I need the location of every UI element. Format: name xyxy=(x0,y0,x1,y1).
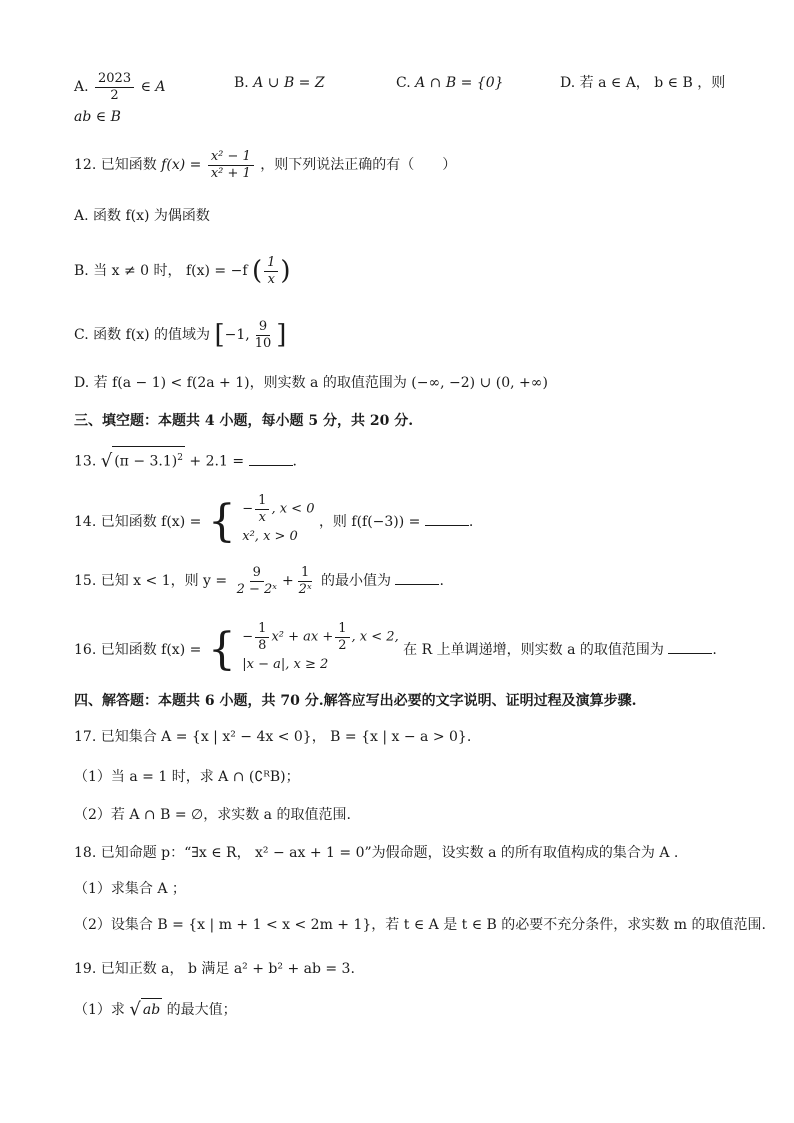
left-brace-icon: { xyxy=(207,624,236,676)
q17-stem: 17. 已知集合 A = {x | x² − 4x < 0}， B = {x | x − a > 0}. xyxy=(74,729,472,745)
q19-part1: （1）求 √ ab 的最大值； xyxy=(74,999,237,1020)
sqrt-icon: √ xyxy=(100,450,113,472)
answer-blank[interactable] xyxy=(395,570,439,585)
section-3-heading: 三、填空题：本题共 4 小题，每小题 5 分，共 20 分. xyxy=(74,413,414,429)
q17-part1: （1）当 a = 1 时，求 A ∩ (∁ᴿB)； xyxy=(74,769,300,785)
fraction: $\frac{1}{8}$ xyxy=(255,622,269,652)
q11-option-b: B. A ∪ B = Z xyxy=(234,75,325,91)
q12-stem: 12. 已知函数 f(x) = $\frac{\text{x² − 1}}{\text{x² + 1}}$ ，则下列说法正确的有（ ） xyxy=(74,149,457,181)
q19-stem: 19. 已知正数 a， b 满足 a² + b² + ab = 3. xyxy=(74,961,355,977)
q12-option-a: A. 函数 f(x) 为偶函数 xyxy=(74,208,210,224)
q18-part2: （2）设集合 B = {x | m + 1 < x < 2m + 1}，若 t ∈ A 是 t ∈ B 的必要不充分条件，求实数 m 的取值范围. xyxy=(74,917,766,933)
fraction: $\frac{9}{\text{2 − 2ˣ}}$ xyxy=(236,565,277,597)
radicand: $(\pi - 3.1)^2$ xyxy=(112,446,185,473)
fraction: $\frac{2023}{2}$ xyxy=(95,72,134,102)
q12-option-d: D. 若 f(a − 1) < f(2a + 1)，则实数 a 的取值范围为 (−∞, −2) ∪ (0, +∞) xyxy=(74,375,548,391)
piecewise-cases: − $\frac{1}{x}$ , x < 0 x², x > 0 xyxy=(242,493,315,545)
fraction: $\frac{1}{x}$ xyxy=(255,494,269,524)
q17-part2: （2）若 A ∩ B = ∅，求实数 a 的取值范围. xyxy=(74,807,351,823)
fraction: $\frac{1}{\text{2ˣ}}$ xyxy=(298,565,312,597)
q12-option-c: C. 函数 f(x) 的值域为 [−1, $\frac{9}{10}$ ] xyxy=(74,319,287,351)
answer-blank[interactable] xyxy=(249,451,293,466)
fraction: $\frac{\text{x² − 1}}{\text{x² + 1}}$ xyxy=(208,150,254,180)
q11-options xyxy=(74,71,734,103)
q11-option-a: A. $\frac{2023}{2}$ ∈ A xyxy=(74,71,166,103)
left-brace-icon: { xyxy=(207,496,236,548)
answer-blank[interactable] xyxy=(425,511,469,526)
q11-option-c: C. A ∩ B = {0} xyxy=(396,75,504,91)
fraction: $\frac{1}{2}$ xyxy=(335,622,349,652)
piecewise-cases: − $\frac{1}{8}$ x² + ax + $\frac{1}{2}$ , x < 2, |x − a|, x ≥ 2 xyxy=(242,621,399,673)
sqrt-icon: √ xyxy=(129,999,141,1020)
q12-option-b: B. 当 x ≠ 0 时， f(x) = −f ( $\frac{1}{x}$ ) xyxy=(74,255,291,287)
fraction: $\frac{1}{x}$ xyxy=(264,256,278,286)
q15: 15. 已知 x < 1，则 y = $\frac{9}{\text{2 − 2ˣ}}$ + $\frac{1}{\text{2ˣ}}$ 的最小值为 . xyxy=(74,565,444,597)
fraction: $\frac{9}{10}$ xyxy=(254,319,272,351)
q11-option-d: D. 若 a ∈ A， b ∈ B ，则 xyxy=(560,75,726,91)
q11-option-d-continued: ab ∈ B xyxy=(74,109,121,125)
q18-part1: （1）求集合 A ； xyxy=(74,881,186,897)
q18-stem: 18. 已知命题 p：“∃x ∈ R， x² − ax + 1 = 0”为假命题，设实数 a 的所有取值构成的集合为 A . xyxy=(74,845,679,861)
q14: 14. 已知函数 f(x) = { − $\frac{1}{x}$ , x < 0 x², x > 0 ，则 f(f(−3)) = . xyxy=(74,494,734,550)
answer-blank[interactable] xyxy=(668,639,712,654)
section-4-heading: 四、解答题：本题共 6 小题，共 70 分.解答应写出必要的文字说明、证明过程及演算步骤. xyxy=(74,693,637,709)
q13: 13. √ $(\pi - 3.1)^2 + 2.1$ = . xyxy=(74,446,734,473)
q16: 16. 已知函数 f(x) = { − $\frac{1}{8}$ x² + ax + $\frac{1}{2}$ , x < 2, |x − a|, x ≥ 2 在 R 上单调递增，则实数 a 的取值范围为 . xyxy=(74,622,734,678)
